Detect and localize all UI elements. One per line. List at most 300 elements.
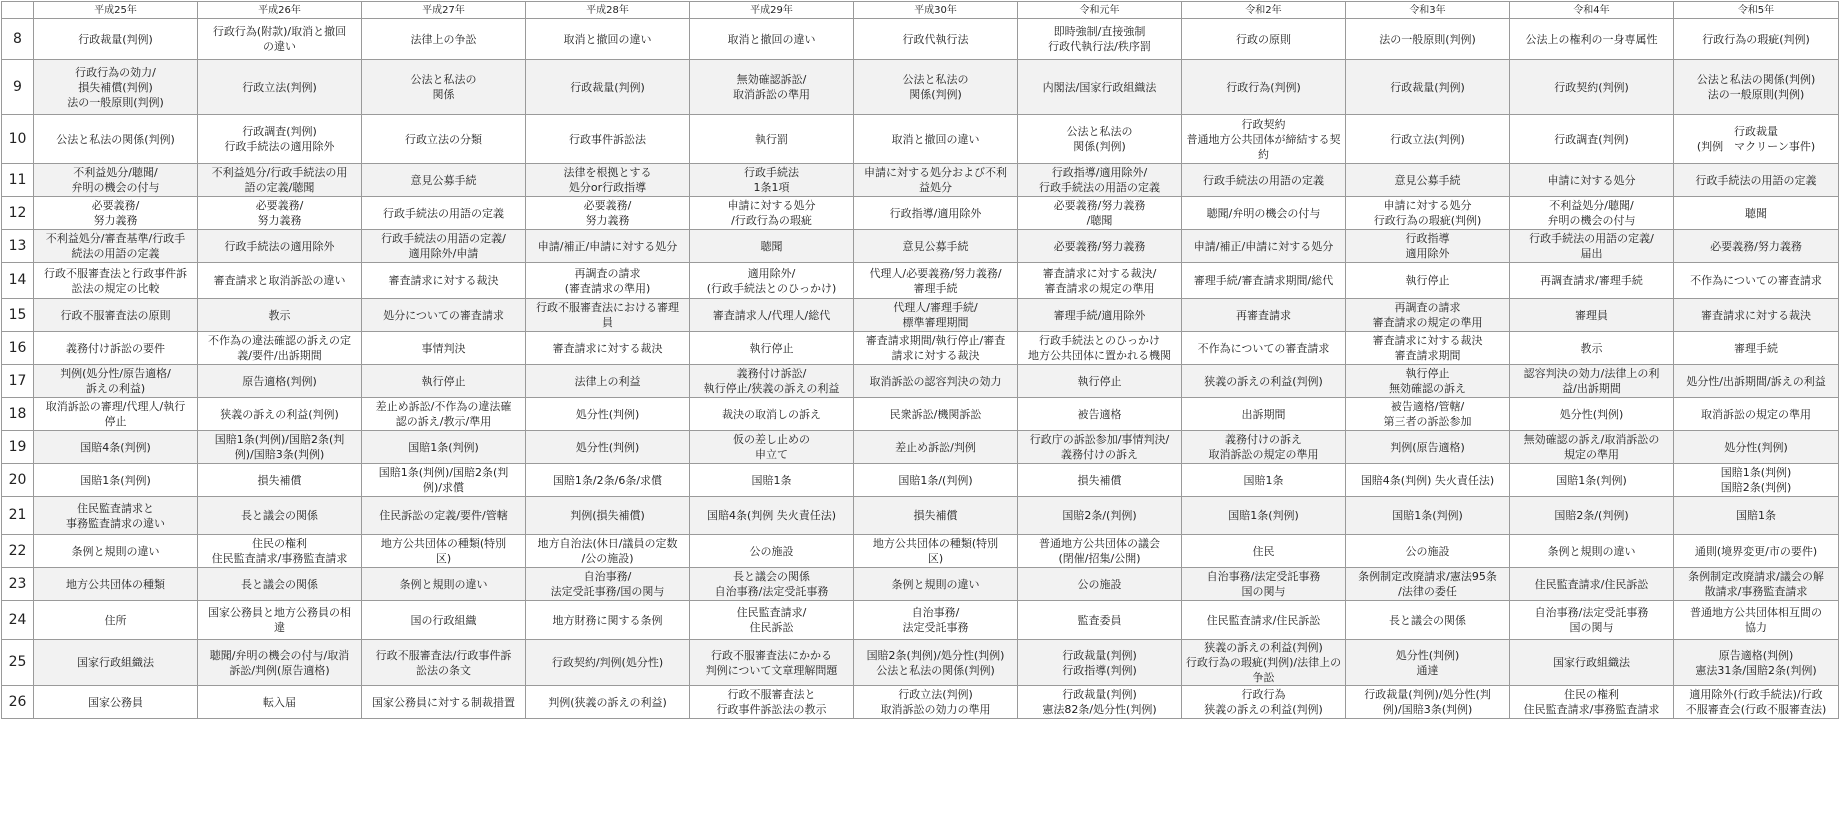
topic-line: 聴聞 (760, 239, 783, 253)
topic-line: 必要義務/ (255, 199, 304, 212)
topic-cell (854, 686, 1018, 719)
topic-line: 法定受託事務 (902, 621, 969, 634)
topic-cell (362, 535, 526, 568)
topic-line: (行政手続法とのひっかけ) (706, 281, 837, 295)
question-number: 13 (2, 230, 34, 263)
topic-line: 差止め訴訟/不作為の違法確 (375, 400, 512, 413)
topic-line: 違 (274, 621, 285, 634)
topic-line: 取消と撤回の違い (563, 32, 652, 46)
question-number: 22 (2, 535, 34, 568)
topic-line: 義務付けの訴え (1061, 448, 1138, 461)
topic-cell (1510, 115, 1674, 164)
topic-cell (362, 497, 526, 535)
topic-cell (1018, 263, 1182, 299)
topic-line: 行政行為 (1241, 688, 1286, 701)
topic-line: 処分性(判例) (575, 440, 640, 454)
topic-line: 訟法の条文 (416, 663, 471, 677)
topic-line: 必要義務/努力義務 (1053, 199, 1146, 212)
topic-line: 法律を根拠とする (563, 166, 652, 179)
topic-cell (526, 115, 690, 164)
question-number: 15 (2, 299, 34, 332)
question-number: 11 (2, 164, 34, 197)
topic-line: 住民監査請求と (77, 501, 154, 515)
topic-cell (198, 365, 362, 398)
topic-line: 国賠1条/2条/6条/求償 (552, 473, 663, 487)
topic-cell (1674, 115, 1839, 164)
topic-line: 判例(損失補償) (570, 509, 645, 522)
topic-cell (1018, 60, 1182, 115)
topic-line: 長と議会の関係 (1389, 613, 1466, 627)
topic-line: 行政手続法とのひっかけ (1039, 334, 1160, 347)
table-row (2, 197, 1839, 230)
topic-line: 裁決の取消しの訴え (722, 407, 821, 421)
topic-line: 不利益処分/聴聞/ (73, 166, 158, 179)
topic-line: 条例制定改廃請求/憲法95条 (1358, 570, 1497, 583)
topic-line: 内閣法/国家行政組織法 (1042, 80, 1157, 94)
topic-cell (526, 568, 690, 601)
topic-cell (1182, 60, 1346, 115)
topic-cell (34, 115, 198, 164)
topic-cell (854, 640, 1018, 686)
topic-line: 行政行為の瑕疵(判例)/法律上の (1185, 656, 1342, 669)
topic-line: 自治事務/法定受託事務 (1534, 606, 1649, 619)
topic-line: 国賠1条 (1243, 473, 1284, 487)
topic-line: 国賠4条(判例) (80, 440, 151, 454)
topic-line: 国賠1条 (1736, 509, 1776, 522)
topic-cell (34, 263, 198, 299)
topic-cell (1510, 640, 1674, 686)
topic-cell (690, 60, 854, 115)
topic-cell (362, 60, 526, 115)
topic-line: 行政手続法 (744, 166, 799, 179)
topic-cell (854, 431, 1018, 464)
topic-cell (1182, 299, 1346, 332)
topic-line: 行政不服審査法と行政事件訴 (44, 266, 187, 280)
topic-line: (判例 マクリーン事件) (1696, 140, 1816, 153)
topic-line: /行政行為の瑕疵 (731, 214, 812, 227)
topic-cell (1346, 686, 1510, 719)
topic-line: 必要義務/努力義務 (1053, 239, 1146, 253)
topic-line: 地方公共団体の種類(特別 (380, 537, 507, 550)
question-number: 20 (2, 464, 34, 497)
topic-line: 取消訴訟の認容判決の効力 (869, 374, 1002, 388)
topic-cell (526, 60, 690, 115)
topic-cell (198, 497, 362, 535)
topic-line: 努力義務 (93, 214, 138, 227)
question-number: 17 (2, 365, 34, 398)
topic-line: 行政指導 (1405, 232, 1450, 245)
topic-line: 普通地方公共団体が締結する契 (1186, 132, 1341, 146)
topic-line: 意見公募手続 (1394, 173, 1461, 187)
topic-cell (690, 115, 854, 164)
topic-cell (1018, 332, 1182, 365)
topic-cell (1346, 19, 1510, 60)
topic-cell (1346, 164, 1510, 197)
topic-line: 執行停止 (421, 374, 466, 388)
topic-cell (1182, 640, 1346, 686)
topic-cell (690, 535, 854, 568)
topic-cell (526, 398, 690, 431)
topic-line: 行政契約/判例(処分性) (551, 656, 664, 669)
year-header-cell: 平成27年 (362, 2, 526, 19)
topic-cell (1182, 568, 1346, 601)
topic-line: 教示 (1580, 341, 1603, 355)
topic-cell (34, 197, 198, 230)
topic-cell (1182, 19, 1346, 60)
table-row (2, 601, 1839, 640)
year-header-cell: 令和4年 (1510, 2, 1674, 19)
topic-cell (1182, 164, 1346, 197)
topic-line: 語の定義/聴聞 (244, 181, 315, 194)
topic-line: 執行停止 (1077, 374, 1122, 388)
topic-line: 公法と私法の関係(判例) (1696, 73, 1816, 86)
topic-line: 国賠1条(判例) (1720, 466, 1792, 479)
topic-line: 行政行為(判例) (1226, 80, 1301, 94)
question-number: 21 (2, 497, 34, 535)
topic-line: 損失補償 (1077, 473, 1122, 487)
topic-cell (1510, 263, 1674, 299)
topic-line: 行政不服審査法と (727, 688, 816, 701)
question-number: 12 (2, 197, 34, 230)
topic-cell (1346, 60, 1510, 115)
topic-cell (34, 164, 198, 197)
topic-line: 区) (435, 552, 452, 565)
topic-cell (690, 398, 854, 431)
topic-line: 執行停止 (749, 341, 794, 355)
topic-cell (1018, 568, 1182, 601)
topic-line: 規定の準用 (1564, 448, 1619, 461)
topic-line: 不利益処分/聴聞/ (1549, 199, 1634, 212)
topic-line: 行政事件訴訟法 (569, 132, 646, 146)
topic-line: 停止 (104, 415, 127, 428)
topic-cell (1510, 19, 1674, 60)
topic-line: 判例(処分性/原告適格/ (60, 367, 171, 380)
topic-cell (1510, 568, 1674, 601)
topic-cell (526, 164, 690, 197)
topic-cell (1346, 115, 1510, 164)
topic-line: 処分性(判例) (575, 407, 640, 421)
topic-line: 行政手続法の適用除外 (224, 140, 335, 153)
topic-cell (854, 230, 1018, 263)
topic-cell (198, 60, 362, 115)
topic-line: 適用除外/申請 (408, 247, 479, 260)
topic-line: 民衆訴訟/機関訴訟 (889, 407, 982, 421)
topic-line: /公の施設) (581, 552, 634, 565)
topic-line: 審理手続 (1734, 341, 1778, 355)
topic-line: 憲法82条/処分性(判例) (1042, 703, 1157, 716)
topic-line: 地方公共団体の種類 (66, 577, 165, 591)
topic-cell (34, 568, 198, 601)
topic-line: 国賠1条 (751, 473, 792, 487)
topic-line: 代理人/審理手続/ (893, 301, 978, 314)
topic-line: 法の一般原則(判例) (1707, 88, 1805, 101)
topic-cell (854, 115, 1018, 164)
topic-line: 国家行政組織法 (1553, 656, 1630, 669)
topic-line: 損失補償 (913, 509, 958, 522)
topic-line: 審査請求に対する裁決 (388, 274, 499, 287)
topic-cell (1510, 686, 1674, 719)
topic-cell (198, 535, 362, 568)
question-number: 8 (2, 19, 34, 60)
topic-line: 行政手続法の用語の定義/ (1529, 232, 1654, 245)
topic-cell (34, 60, 198, 115)
topic-line: 取消訴訟の規定の準用 (1701, 407, 1811, 421)
topic-cell (34, 365, 198, 398)
topic-line: 行政庁の訴訟参加/事情判決/ (1029, 433, 1170, 446)
topic-line: 住民訴訟 (749, 621, 794, 634)
topic-line: 行政指導/適用除外/ (1051, 166, 1148, 179)
topic-line: 関係(判例) (1073, 140, 1126, 153)
question-number: 24 (2, 601, 34, 640)
topic-line: 国賠1条(判例) (80, 473, 151, 487)
topic-cell (362, 115, 526, 164)
topic-line: 行政立法(判例) (898, 688, 973, 701)
question-number: 14 (2, 263, 34, 299)
question-number: 19 (2, 431, 34, 464)
topic-line: 関係(判例) (909, 88, 962, 101)
topic-line: 行政不服審査法の原則 (60, 308, 171, 322)
topic-cell (362, 332, 526, 365)
topic-line: 判例(原告適格) (1390, 440, 1465, 454)
topic-line: 行政手続法の用語の定義/ (381, 232, 506, 245)
topic-line: 行政立法の分類 (405, 132, 482, 146)
topic-line: 聴聞/弁明の機会の付与/取消 (209, 648, 350, 662)
topic-cell (34, 230, 198, 263)
topic-line: 弁明の機会の付与 (1547, 214, 1636, 227)
topic-line: 例)/求償 (423, 481, 464, 494)
topic-line: 弁明の機会の付与 (71, 181, 160, 194)
topic-line: 住民の権利 (252, 537, 307, 550)
topic-line: 国賠4条(判例 失火責任法) (706, 509, 837, 522)
topic-cell (854, 60, 1018, 115)
topic-line: 公の施設 (749, 544, 794, 558)
topic-cell (362, 19, 526, 60)
topic-line: 通則(境界変更/市の要件) (1694, 544, 1818, 558)
table-row (2, 263, 1839, 299)
topic-line: 行政契約(判例) (1554, 80, 1629, 94)
topic-cell (854, 164, 1018, 197)
topic-cell (1018, 431, 1182, 464)
topic-line: 国賠2条/(判例) (1554, 509, 1629, 522)
topic-cell (1510, 535, 1674, 568)
topic-cell (1510, 164, 1674, 197)
topic-line: 行政手続法の用語の定義 (1695, 173, 1817, 187)
topic-cell (1674, 568, 1839, 601)
topic-cell (1018, 230, 1182, 263)
topic-line: 1条1項 (753, 181, 790, 194)
topic-line: 処分or行政指導 (568, 181, 647, 194)
topic-line: 協力 (1745, 621, 1767, 634)
topic-line: 国賠1条(判例) (1556, 473, 1627, 487)
topic-line: 聴聞/弁明の機会の付与 (1206, 206, 1321, 220)
topic-line: 取消訴訟の審理/代理人/執行 (45, 400, 186, 413)
corner-cell (2, 2, 34, 19)
topic-cell (362, 230, 526, 263)
topic-line: 審査請求と取消訴訟の違い (213, 274, 346, 287)
topic-line: 国賠1条(判例) (1228, 509, 1299, 522)
topic-line: 国賠1条(判例) (1392, 509, 1463, 522)
topic-cell (198, 230, 362, 263)
topic-line: 監査委員 (1077, 613, 1122, 627)
topic-cell (1182, 365, 1346, 398)
topic-line: 行政事件訴訟法の教示 (716, 703, 827, 716)
topic-cell (1018, 686, 1182, 719)
topic-line: 行政手続法の用語の定義 (383, 206, 504, 220)
topic-cell (1182, 535, 1346, 568)
topic-line: 原告適格(判例) (242, 374, 317, 388)
topic-cell (854, 535, 1018, 568)
year-header-cell: 平成28年 (526, 2, 690, 19)
topic-line: 狭義の訴えの利益(判例) (220, 407, 339, 421)
topic-cell (198, 164, 362, 197)
year-header-row (2, 2, 1839, 19)
topic-line: 事情判決 (421, 341, 466, 355)
table-row (2, 431, 1839, 464)
topic-line: 自治事務/法定受託事務 (714, 585, 829, 598)
topic-cell (690, 197, 854, 230)
topic-line: 散請求/事務監査請求 (1704, 585, 1808, 598)
table-row (2, 497, 1839, 535)
topic-cell (198, 299, 362, 332)
topic-line: 地方公共団体に置かれる機関 (1028, 349, 1171, 362)
topic-line: 行政裁量(判例) (1062, 648, 1137, 662)
topic-cell (1018, 19, 1182, 60)
topic-cell (1674, 332, 1839, 365)
table-row (2, 535, 1839, 568)
year-header-cell: 平成30年 (854, 2, 1018, 19)
topic-line: 国賠1条(判例)/国賠2条(判 (378, 466, 509, 479)
table-row (2, 398, 1839, 431)
topic-cell (198, 263, 362, 299)
topic-cell (1674, 60, 1839, 115)
topic-line: 条例と規則の違い (1547, 544, 1636, 558)
topic-line: 住民監査請求/住民訴訟 (1206, 613, 1321, 627)
topic-line: 損失補償(判例) (78, 80, 153, 94)
topic-cell (34, 464, 198, 497)
topic-line: 訴えの利益) (85, 382, 146, 395)
topic-line: 行政裁量(判例) (1390, 80, 1465, 94)
topic-cell (1346, 497, 1510, 535)
topic-line: 認容判決の効力/法律上の利 (1523, 367, 1660, 380)
topic-line: 取消と撤回の違い (891, 132, 980, 146)
topic-line: 法の一般原則(判例) (67, 95, 164, 109)
topic-line: 必要義務/ (91, 199, 140, 212)
topic-cell (362, 640, 526, 686)
topic-line: 行政行為(附款)/取消と撤回 (212, 25, 347, 38)
topic-cell (1674, 19, 1839, 60)
topic-line: 不作為の違法確認の訴えの定 (208, 334, 351, 347)
topic-line: 取消と撤回の違い (727, 32, 816, 46)
topic-line: 行政不服審査法/行政事件訴 (375, 648, 512, 662)
topic-line: 行政手続法の用語の定義 (1039, 181, 1160, 194)
topic-line: 憲法31条/国賠2条(判例) (1695, 663, 1817, 677)
topic-line: 代理人/必要義務/努力義務/ (869, 266, 1002, 280)
topic-cell (526, 640, 690, 686)
topic-cell (362, 398, 526, 431)
table-row (2, 164, 1839, 197)
table-row (2, 568, 1839, 601)
topic-line: 公法と私法の関係(判例) (56, 132, 175, 146)
topic-line: 関係 (432, 88, 455, 101)
table-row (2, 464, 1839, 497)
topic-line: 教示 (268, 308, 291, 322)
topic-cell (1018, 464, 1182, 497)
topic-cell (1182, 464, 1346, 497)
topic-line: 法律上の争訟 (410, 32, 477, 46)
topic-cell (854, 464, 1018, 497)
topic-line: 再調査請求/審理手続 (1540, 274, 1643, 287)
topic-cell (1346, 431, 1510, 464)
topic-line: 行政裁量(判例)/処分性(判 (1364, 688, 1491, 701)
topic-cell (526, 686, 690, 719)
topic-cell (1346, 332, 1510, 365)
topic-line: 届出 (1580, 247, 1603, 260)
topic-line: 取消訴訟の準用 (733, 88, 810, 101)
topic-line: 益処分 (919, 181, 952, 194)
topic-line: 行政行為の瑕疵(判例) (1702, 32, 1810, 46)
topic-cell (690, 332, 854, 365)
topic-cell (34, 19, 198, 60)
topic-line: 国の行政組織 (410, 613, 477, 627)
topic-line: 不服審査会(行政不服審査法) (1685, 703, 1827, 716)
topic-cell (1346, 535, 1510, 568)
topic-line: 必要義務/努力義務 (1710, 239, 1802, 253)
topic-cell (1346, 398, 1510, 431)
year-header-cell: 平成25年 (34, 2, 198, 19)
topic-line: 約 (1258, 147, 1269, 161)
topic-line: 無効確認訴訟/ (736, 73, 807, 86)
table-row (2, 686, 1839, 719)
topic-line: 即時強制/直接強制 (1053, 25, 1146, 38)
topic-cell (1182, 230, 1346, 263)
topic-line: 審査請求に対する裁決 (1372, 334, 1483, 347)
topic-line: 住民訴訟の定義/要件/管轄 (379, 509, 508, 522)
topic-cell (1510, 464, 1674, 497)
topic-cell (526, 197, 690, 230)
topic-cell (690, 299, 854, 332)
topic-line: 認の訴え/教示/準用 (395, 415, 492, 428)
topic-line: 再調査の請求 (1394, 301, 1461, 314)
topic-cell (690, 164, 854, 197)
topic-line: 差止め訴訟/判例 (895, 440, 976, 454)
topic-line: 通達 (1416, 663, 1439, 677)
topic-cell (690, 497, 854, 535)
topic-cell (34, 640, 198, 686)
topic-line: 審査請求に対する裁決 (552, 341, 663, 355)
table-row (2, 299, 1839, 332)
topic-line: の違い (263, 40, 296, 53)
topic-line: 義務付け訴訟/ (736, 367, 807, 380)
topic-cell (1018, 398, 1182, 431)
topic-cell (526, 299, 690, 332)
topic-cell (690, 686, 854, 719)
topic-cell (1346, 230, 1510, 263)
topic-cell (526, 230, 690, 263)
topic-line: 国の関与 (1241, 585, 1286, 598)
topic-cell (1674, 640, 1839, 686)
topic-line: 自治事務/ (583, 570, 632, 583)
topic-cell (198, 197, 362, 230)
topic-line: 国賠1条/(判例) (898, 473, 973, 487)
topic-line: 例)/国賠3条(判例) (234, 448, 325, 461)
topic-line: 行政行為の瑕疵(判例) (1373, 214, 1482, 227)
topic-line: 住民監査請求/ (736, 606, 807, 619)
topic-line: 判例(狭義の訴えの利益) (548, 695, 667, 709)
topic-line: 区) (927, 552, 944, 565)
topic-line: 審理手続 (913, 281, 958, 295)
topic-cell (690, 365, 854, 398)
topic-cell (854, 332, 1018, 365)
